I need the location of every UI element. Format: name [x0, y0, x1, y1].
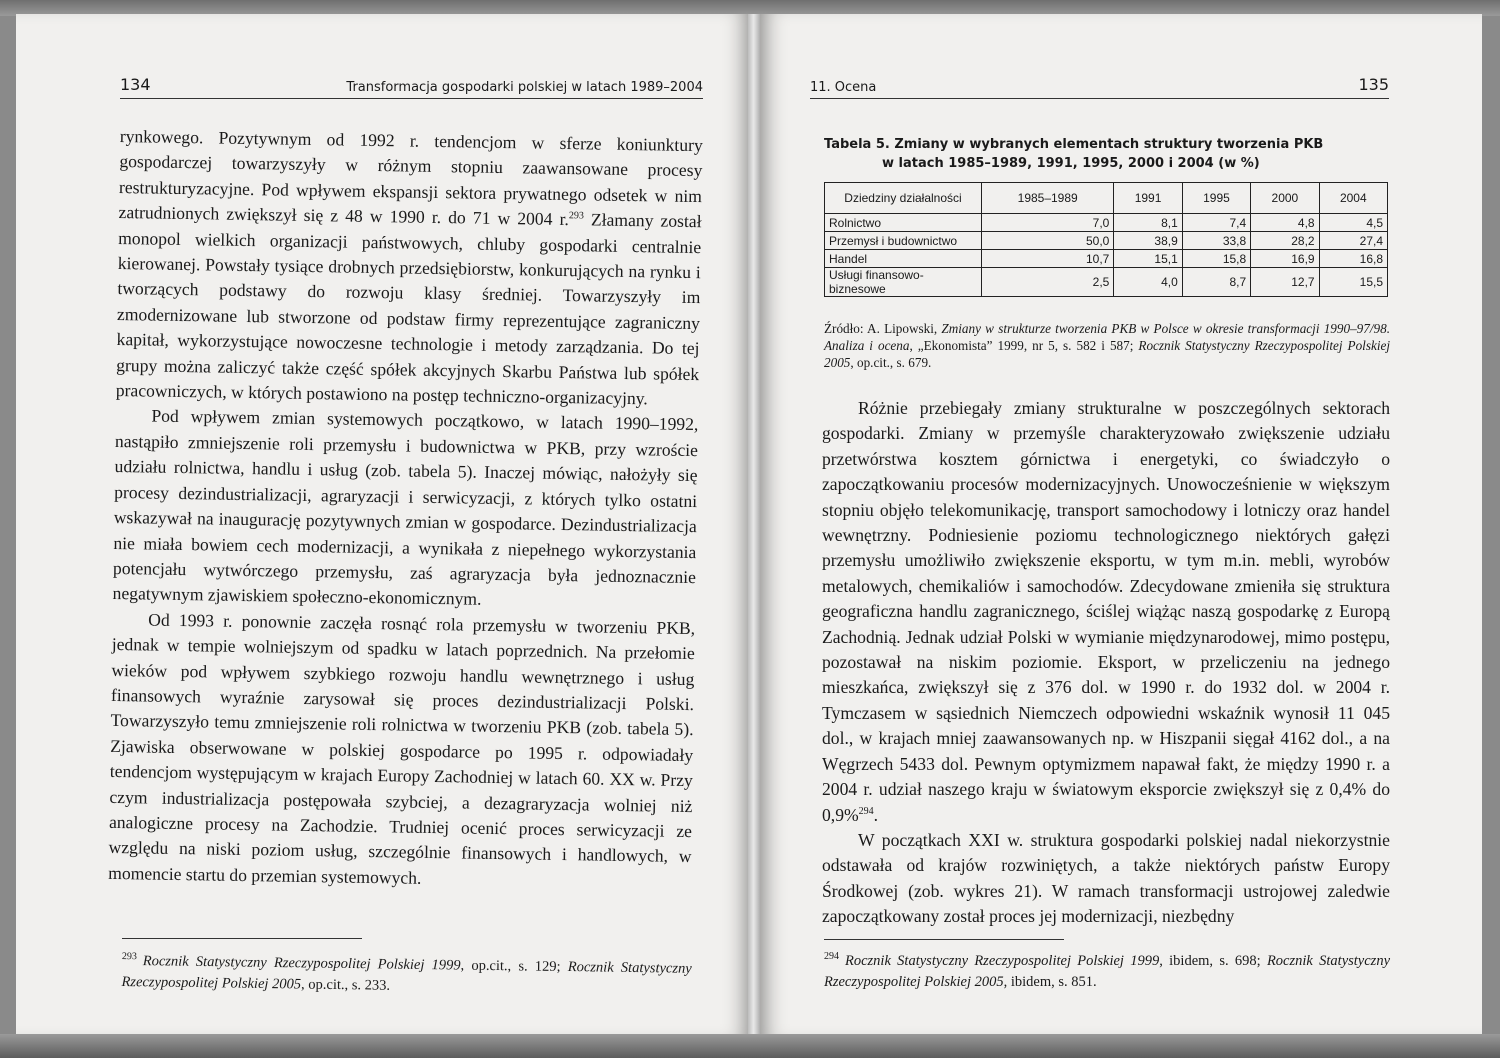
paragraph: Od 1993 r. ponownie zaczęła rosnąć rola przemysłu w tworzeniu PKB, jednak w tempie wolniejszym od spadku w latach poprzednich. Na przełomie wieków pod wpływem szybkiego rozwoju handlu wewnętrznego i usług finansowych wyraźnie zarysował się proces dezindustrializacji Polski. Towarzyszyło temu zmniejszenie roli rolnictwa w tworzeniu PKB (zob. tabela 5). Zjawiska obserwowane w polskiej gospodarce po 1995 r. odpowiadały tendencjom występującym w krajach Europy Zachodniej w latach 60. XX w. Przy czym industrializacja postępowała szybciej, a dezagraryzacja wolniej niż analogiczne procesy na Zachodzie. Trudniej ocenić proces serwicyzacji ze względu na niski poziom usług, szczególnie finansowych i handlowych, w momencie startu do przemian systemowych. — [108, 609, 696, 888]
paragraph — [116, 124, 703, 413]
table-cell: 10,7 — [982, 250, 1114, 268]
column-header: Dziedziny działalności — [825, 183, 982, 214]
table-cell: 7,4 — [1182, 214, 1250, 232]
source-text: , op.cit., s. 679. — [850, 355, 932, 370]
table-cell: 33,8 — [1182, 232, 1250, 250]
table-cell: 50,0 — [982, 232, 1114, 250]
table-cell: 7,0 — [982, 214, 1114, 232]
table-title — [824, 135, 1344, 173]
column-header: 1991 — [1114, 183, 1182, 214]
footnote-divider — [122, 938, 362, 939]
scan-bottom-edge — [0, 1034, 1500, 1058]
table-title-line: Tabela 5. Zmiany w wybranych elementach struktury tworzenia PKB — [824, 137, 1324, 152]
citation-title: Rocznik Statystyczny Rzeczypospolitej Polskiej 2005 — [824, 338, 1390, 370]
table-cell: 15,8 — [1182, 250, 1250, 268]
table-cell: 2,5 — [982, 268, 1114, 297]
table-cell: 4,0 — [1114, 268, 1182, 297]
table-cell: 16,8 — [1319, 250, 1387, 268]
table-row — [825, 268, 1388, 297]
citation-title: Rocznik Statystyczny Rzeczypospolitej Polskiej 2005 — [121, 959, 692, 993]
running-header: 11. Ocena — [810, 80, 877, 95]
paragraph-text: Różnie przebiegały zmiany strukturalne w poszczególnych sektorach gospodarki. Zmiany w przemyśle charakteryzowało zwiększenie udziału przetwórstwa kosztem górnictwa i energetyki, co świadczyło o zapoczątkowaniu procesów modernizacyjnych. Unowocześnienie w większym stopniu objęło telekomunikację, transport samochodowy i lotniczy oraz handel wewnętrzny. Podniesienie poziomu technologicznego niektórych gałęzi przemysłu umożliwiło zwiększenie eksportu, w tym m.in. mebli, wyrobów metalowych, chemikaliów i samochodów. Zdecydowane zmieniła się struktura geograficzna handlu zagranicznego, ściślej wiążąc naszą gospodarkę z Europą Zachodnią. Jednak udział Polski w wymianie międzynarodowej, mimo postępu, pozostawał na niskim poziomie. Eksport, w przeliczeniu na jednego mieszkańca, zwiększył się z 376 dol. w 1990 r. do 1932 dol. w 2004 r. Tymczasem w sąsiednich Niemczech odpowiedni wskaźnik wynosił 11 045 dol., w krajach mniej zaawansowanych np. w Hiszpanii sięgał 4162 dol., a na Węgrzech 5433 dol. Pewnym optymizmem napawał fakt, że między 1990 r. a 2004 r. udział naszego kraju w światowym eksporcie zwiększył się z 0,4% do 0,9% — [822, 398, 1390, 825]
data-table — [824, 182, 1388, 297]
column-header: 1995 — [1182, 183, 1250, 214]
table-cell: 4,5 — [1319, 214, 1387, 232]
left-page-header — [120, 70, 703, 99]
table-cell: 16,9 — [1251, 250, 1319, 268]
paragraph: Różnie przebiegały zmiany strukturalne w poszczególnych sektorach gospodarki. Zmiany w przemyśle charakteryzowało zwiększenie udziału przetwórstwa kosztem górnictwa i energetyki, co świadczyło o zapoczątkowaniu procesów modernizacyjnych. Unowocześnienie w większym stopniu objęło telekomunikację, transport samochodowy i lotniczy oraz handel wewnętrzny. Podniesienie poziomu technologicznego niektórych gałęzi przemysłu umożliwiło zwiększenie eksportu, w tym m.in. mebli, wyrobów metalowych, chemikaliów i samochodów. Zdecydowane zmieniła się struktura geograficzna handlu zagranicznego, ściślej wiążąc naszą gospodarkę z Europą Zachodnią. Jednak udział Polski w wymianie międzynarodowej, mimo postępu, pozostawał na niskim poziomie. Eksport, w przeliczeniu na jednego mieszkańca, zwiększył się z 376 dol. w 1990 r. do 1932 dol. w 2004 r. Tymczasem w sąsiednich Niemczech odpowiedni wskaźnik wynosił 11 045 dol., w krajach mniej zaawansowanych np. w Hiszpanii sięgał 4162 dol., a na Węgrzech 5433 dol. Pewnym optymizmem napawał fakt, że między 1990 r. a 2004 r. udział naszego kraju w światowym eksporcie zwiększył się z 0,4% do 0,9%$^{294}$. — [822, 398, 1390, 825]
footnote-number: 294 — [824, 951, 839, 962]
citation-title: Rocznik Statystyczny Rzeczypospolitej Polskiej 2005 — [824, 952, 1390, 990]
table-cell: Handel — [825, 250, 982, 268]
right-page — [760, 14, 1482, 1036]
citation-title: Rocznik Statystyczny Rzeczypospolitej Polskiej 1999 — [845, 952, 1160, 969]
table-cell: 8,7 — [1182, 268, 1250, 297]
citation-text: , op.cit., s. 129; — [460, 957, 568, 976]
table-row — [825, 250, 1388, 268]
table-cell: Usługi finansowo-biznesowe — [825, 268, 982, 297]
citation-title: Zmiany w strukturze tworzenia PKB w Polsce w okresie transformacji 1990–97/98. Analiza i ocena — [824, 321, 1391, 353]
footnote — [121, 946, 692, 1001]
table-source — [824, 320, 1390, 371]
footnote-divider — [824, 939, 1064, 940]
table-row — [825, 214, 1388, 232]
table-cell: 27,4 — [1319, 232, 1387, 250]
source-text: , „Ekonomista” 1999, nr 5, s. 582 i 587; — [909, 338, 1139, 353]
table-cell: 28,2 — [1251, 232, 1319, 250]
table-cell: 15,1 — [1114, 250, 1182, 268]
table-cell: 38,9 — [1114, 232, 1182, 250]
paragraph-text: rynkowego. Pozytywnym od 1992 r. tendencjom w sferze koniunktury gospodarczej towarzyszyły w różnym stopniu zaawansowane procesy restrukturyzacyjne. Pod wpływem ekspansji sektora prywatnego odsetek w nim zatrudnionych zwiększył się z 48 w 1990 r. do 71 w 2004 r. — [118, 125, 703, 230]
table-cell: 4,8 — [1251, 214, 1319, 232]
right-page-header — [810, 70, 1389, 99]
running-header: Transformacja gospodarki polskiej w latach 1989–2004 — [346, 80, 703, 95]
left-body-text — [108, 124, 703, 895]
table-title-line: w latach 1985–1989, 1991, 1995, 2000 i 2004 (w %) — [882, 156, 1260, 171]
table-row — [825, 232, 1388, 250]
table-header-row — [825, 183, 1388, 214]
table-cell: 12,7 — [1251, 268, 1319, 297]
footnote-ref[interactable]: 293 — [568, 210, 584, 222]
footnote — [824, 946, 1390, 993]
table-cell: 15,5 — [1319, 268, 1387, 297]
left-page — [16, 14, 750, 1036]
column-header: 1985–1989 — [982, 183, 1114, 214]
source-text: Źródło: A. Lipowski, — [824, 321, 942, 336]
right-body-text — [822, 396, 1390, 930]
table-cell: Rolnictwo — [825, 214, 982, 232]
footnote-ref[interactable]: 294 — [858, 805, 874, 817]
column-header: 2000 — [1251, 183, 1319, 214]
citation-title: Rocznik Statystyczny Rzeczypospolitej Polskiej 1999 — [142, 953, 461, 974]
paragraph: Pod wpływem zmian systemowych początkowo, w latach 1990–1992, nastąpiło zmniejszenie roli przemysłu i budownictwa w PKB, przy wzroście udziału rolnictwa, handlu i usług (zob. tabela 5). Inaczej mówiąc, nałożyły się procesy dezindustrializacji, agraryzacji i serwicyzacji, z których tylko ostatni wskazywał na inaugurację pozytywnych zmian w gospodarce. Dezindustrializacja nie miała bowiem cech modernizacji, a wynikała z niepełnego wykorzystania potencjału wytwórczego przemysłu, zaś agraryzacja była jednoznacznie negatywnym zjawiskiem społeczno-ekonomicznym. — [112, 405, 699, 610]
column-header: 2004 — [1319, 183, 1387, 214]
footnote-number: 293 — [121, 950, 137, 963]
table-cell: 8,1 — [1114, 214, 1182, 232]
citation-text: , ibidem, s. 851. — [1003, 973, 1097, 990]
page-number: 135 — [1358, 75, 1389, 94]
page-number: 134 — [120, 75, 151, 94]
citation-text: , ibidem, s. 698; — [1159, 952, 1267, 969]
paragraph: W początkach XXI w. struktura gospodarki polskiej nadal niekorzystnie odstawała od krajów rozwiniętych, a także niektórych państw Europy Środkowej (zob. wykres 21). W ramach transformacji ustrojowej zaledwie zapoczątkowany został proces jej modernizacji, niezbędny — [822, 829, 1390, 927]
table-cell: Przemysł i budownictwo — [825, 232, 982, 250]
citation-text: , op.cit., s. 233. — [300, 976, 391, 994]
paragraph-text: Złamany został monopol wielkich organizacji państwowych, chluby gospodarki centralnie kierowanej. Powstały tysiące drobnych przedsiębiorstw, konkurujących na rynku i tworzących podstawy do rozwoju klasy średniej. Towarzyszyły im zmodernizowane lub stworzone od podstaw firmy reprezentujące zagraniczny kapitał, wykorzystujące nowoczesne technologie i metody zarządzania. Do tej grupy można zaliczyć także część spółek akcyjnych Skarbu Państwa lub spółek pracowniczych, w których postawiono na postęp techniczno-organizacyjny. — [115, 209, 702, 409]
